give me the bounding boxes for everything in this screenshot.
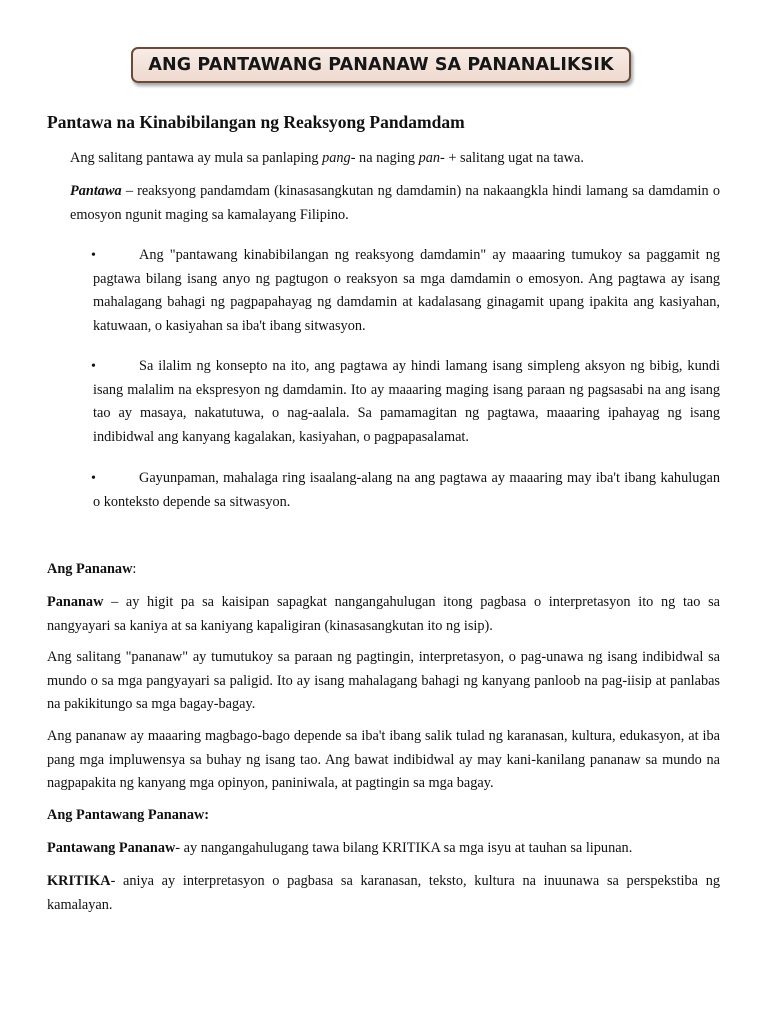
- term-pantawang-pananaw: Pantawang Pananaw: [47, 840, 176, 856]
- section-heading-pantawa: Pantawa na Kinabibilangan ng Reaksyong Pandamdam: [47, 112, 465, 132]
- bullet-icon: •: [91, 248, 96, 263]
- banner-title: ANG PANTAWANG PANANAW SA PANANALIKSIK: [148, 55, 614, 75]
- paragraph-pananaw-meaning: Ang salitang "pananaw" ay tumutukoy sa paraan ng pagtingin, interpretasyon, o pag-unawa ng isang indibidwal sa mundo o sa mga pangyayari sa paligid. Ito ay isang mahalagang bahagi ng kanyang panloob na pag-iisip at panlabas na pakikitungo sa mga bagay-bagay.: [47, 649, 720, 712]
- prefix-pang: pang-: [322, 150, 356, 166]
- bullet-text: Sa ilalim ng konsepto na ito, ang pagtawa ay hindi lamang isang simpleng aksyon ng bibig, kundi isang malalim na ekspresyon ng damdamin. Ito ay maaaring maging isang paraan ng pagsasabi na ang isang tao ay masaya, nakatutuwa, o nag-aalala. Sa pamamagitan ng pagtawa, maaaring ipahayag ng isang indibidwal ang kanyang kagalakan, kasiyahan, o pagpapasalamat.: [93, 358, 720, 445]
- paragraph-pantawang-pananaw-definition: Pantawang Pananaw- ay nangangahulugang tawa bilang KRITIKA sa mga isyu at tauhan sa lipunan.: [47, 840, 633, 856]
- bullet-item: [93, 355, 720, 449]
- paragraph-pananaw-change: Ang pananaw ay maaaring magbago-bago depende sa iba't ibang salik tulad ng karanasan, kultura, edukasyon, at iba pang mga impluwensya sa buhay ng isang tao. Ang bawat indibidwal ay may kani-kanilang pananaw sa mundo na nagpapakita ng kanyang mga opinyon, paniniwala, at pagtingin sa mga bagay.: [47, 728, 720, 791]
- section-heading-pananaw: Ang Pananaw:: [47, 561, 137, 577]
- paragraph-pantawa-definition: Pantawa – reaksyong pandamdam (kinasasangkutan ng damdamin) na nakaangkla hindi lamang sa damdamin o emosyon ngunit maging sa kamalayang Filipino.: [70, 183, 720, 223]
- bullet-icon: •: [91, 359, 96, 374]
- paragraph-kritika: KRITIKA- aniya ay interpretasyon o pagbasa sa karanasan, teksto, kultura na inuunawa sa perspekstiba ng kamalayan.: [47, 873, 720, 913]
- bullet-item: [93, 467, 720, 514]
- paragraph-origin: Ang salitang pantawa ay mula sa panlaping pang- na naging pan- + salitang ugat na tawa.: [70, 150, 584, 166]
- term-pananaw: Pananaw: [47, 594, 104, 610]
- title-banner: [131, 47, 631, 83]
- bullet-item: [93, 244, 720, 338]
- bullet-text: Ang "pantawang kinabibilangan ng reaksyong damdamin" ay maaaring tumukoy sa paggamit ng pagtawa bilang isang anyo ng pagtugon o reaksyon sa mga damdamin o emosyon. Ang pagtawa ay isang mahalagang bahagi ng pagpapahayag ng damdamin at kadalasang ginagamit upang ipakita ang kasiyahan, katuwaan, o kasiyahan sa iba't ibang sitwasyon.: [93, 247, 720, 334]
- bullet-text: Gayunpaman, mahalaga ring isaalang-alang na ang pagtawa ay maaaring may iba't ibang kahulugan o konteksto depende sa sitwasyon.: [93, 470, 720, 510]
- paragraph-pananaw-definition: Pananaw – ay higit pa sa kaisipan sapagkat nangangahulugan itong pagbasa o interpretasyon ito ng tao sa nangyayari sa kaniya at sa kaniyang kapaligiran (kinasasangkutan ito ng isip).: [47, 594, 720, 634]
- term-pantawa: Pantawa: [70, 183, 122, 199]
- section-heading-pantawang-pananaw: Ang Pantawang Pananaw:: [47, 807, 210, 823]
- prefix-pan: pan-: [418, 150, 445, 166]
- bullet-icon: •: [91, 471, 96, 486]
- term-kritika: KRITIKA: [47, 873, 111, 889]
